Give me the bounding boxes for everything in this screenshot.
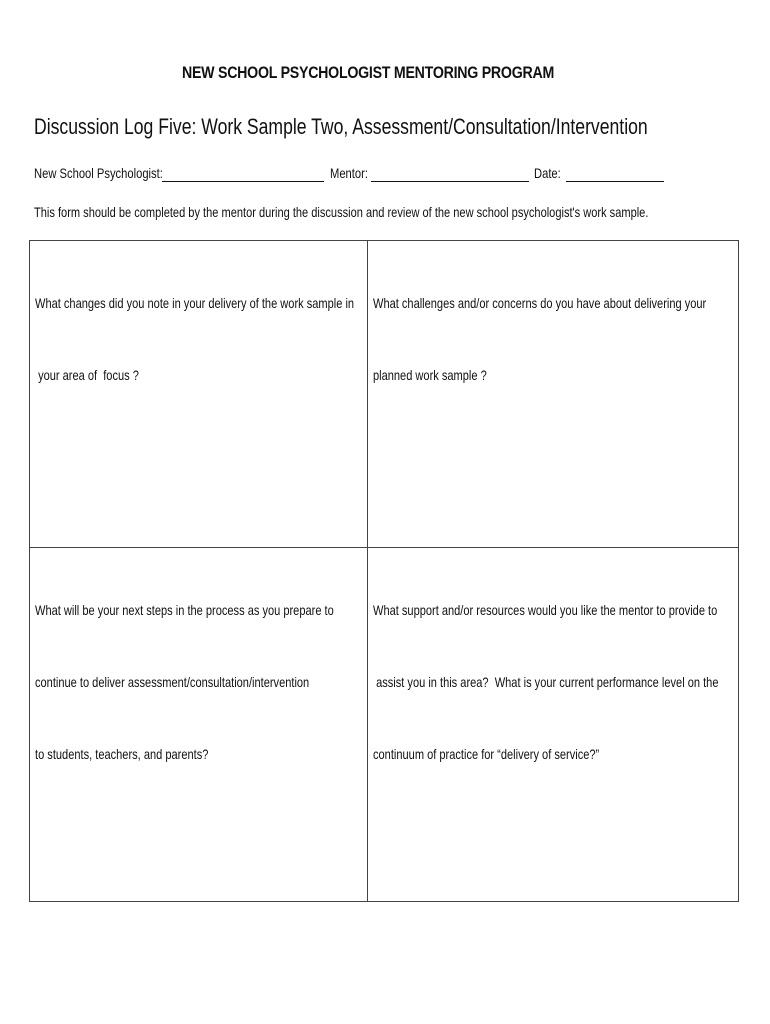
question-line: your area of focus ?	[35, 367, 139, 383]
question-2-answer-area[interactable]	[369, 293, 737, 545]
question-line: What challenges and/or concerns do you have about delivering your	[373, 295, 707, 311]
question-grid	[29, 240, 739, 902]
date-label: Date:	[534, 165, 561, 181]
question-line: What support and/or resources would you like the mentor to provide to	[373, 602, 718, 618]
date-field[interactable]	[566, 165, 664, 182]
psychologist-label: New School Psychologist:	[34, 165, 163, 181]
question-line: planned work sample ?	[373, 367, 487, 383]
psychologist-field[interactable]	[162, 165, 324, 182]
grid-divider-horizontal	[30, 547, 738, 548]
question-line: assist you in this area? What is your current performance level on the	[373, 674, 719, 690]
question-line: What will be your next steps in the process as you prepare to	[35, 602, 334, 618]
question-1-answer-area[interactable]	[31, 293, 365, 545]
mentor-label: Mentor:	[330, 165, 368, 181]
grid-divider-vertical	[367, 241, 368, 901]
question-3-answer-area[interactable]	[31, 626, 365, 900]
question-line: continue to deliver assessment/consultation/intervention	[35, 674, 310, 690]
discussion-log-title: Discussion Log Five: Work Sample Two, Assessment/Consultation/Intervention	[34, 114, 648, 139]
program-title: NEW SCHOOL PSYCHOLOGIST MENTORING PROGRAM	[181, 64, 555, 82]
question-line: continuum of practice for “delivery of service?”	[373, 746, 600, 762]
question-line: to students, teachers, and parents?	[35, 746, 209, 762]
question-4-answer-area[interactable]	[369, 626, 737, 900]
form-instruction: This form should be completed by the mentor during the discussion and review of the new school psychologist's work sample.	[34, 204, 649, 220]
question-line: What changes did you note in your delivery of the work sample in	[35, 295, 355, 311]
mentor-field[interactable]	[371, 165, 529, 182]
